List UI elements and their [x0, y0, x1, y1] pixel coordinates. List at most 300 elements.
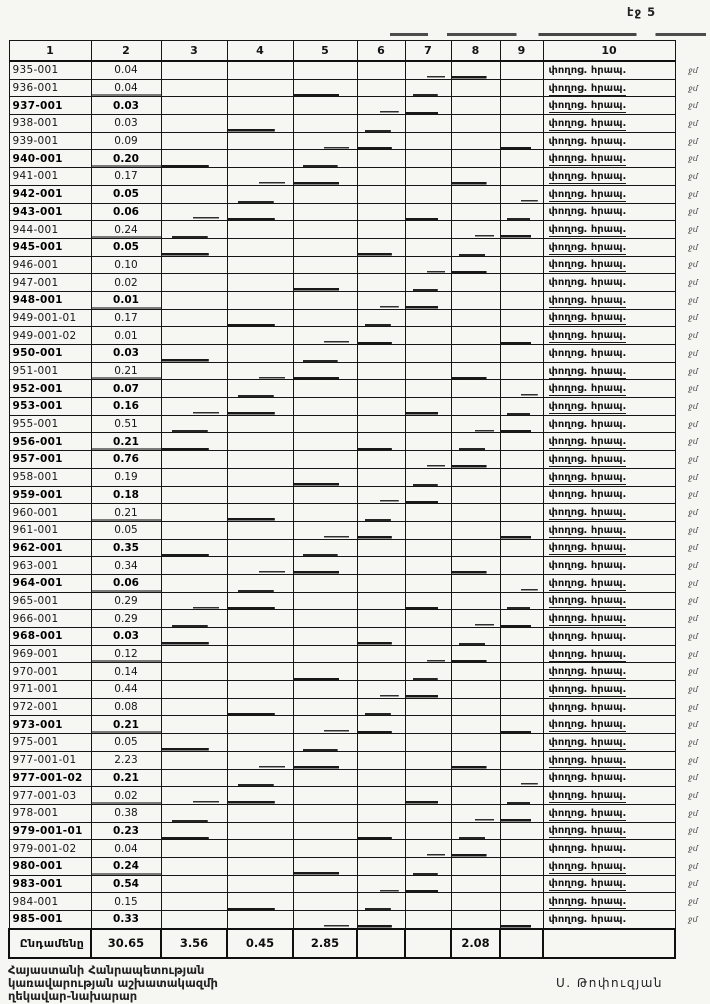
cell-category	[543, 734, 675, 752]
cell-empty	[227, 574, 293, 592]
cell-value: 0.21	[91, 504, 161, 522]
cell-empty	[451, 345, 500, 363]
cell-empty	[451, 875, 500, 893]
cell-empty	[405, 327, 451, 345]
category-text: փողոց. հրապ.	[548, 860, 627, 872]
cell-empty	[500, 804, 543, 822]
cell-empty	[405, 79, 451, 97]
cell-empty	[357, 433, 405, 451]
cell-empty	[451, 787, 500, 805]
cell-empty	[451, 698, 500, 716]
cell-code: 953-001	[9, 398, 91, 416]
cell-empty	[293, 716, 357, 734]
cell-category	[543, 822, 675, 840]
cell-empty	[227, 663, 293, 681]
cell-empty	[161, 504, 227, 522]
cell-empty	[227, 345, 293, 363]
cell-category	[543, 79, 675, 97]
table-row	[9, 681, 710, 699]
column-header: 10	[543, 41, 675, 62]
table-row	[9, 362, 710, 380]
table-row	[9, 185, 710, 203]
cell-empty	[405, 256, 451, 274]
cell-empty	[500, 911, 543, 929]
cell-empty	[161, 238, 227, 256]
margin-mark: ջմ	[688, 454, 698, 464]
cell-empty	[451, 433, 500, 451]
cell-value: 0.01	[91, 291, 161, 309]
total-value: 3.56	[161, 929, 227, 958]
cell-empty	[500, 451, 543, 469]
cell-code: 975-001	[9, 734, 91, 752]
margin-mark: ջմ	[688, 525, 698, 535]
cell-empty	[405, 345, 451, 363]
cell-value: 0.21	[91, 769, 161, 787]
category-text: փողոց. հրապ.	[548, 453, 627, 465]
cell-empty	[405, 380, 451, 398]
cell-empty	[161, 769, 227, 787]
cell-empty	[227, 698, 293, 716]
margin-mark: ջմ	[688, 472, 698, 482]
cell-empty	[161, 61, 227, 79]
cell-empty	[451, 663, 500, 681]
table-row	[9, 256, 710, 274]
column-header: 3	[161, 41, 227, 62]
category-text: փողոց. հրապ.	[548, 736, 627, 748]
table-row	[9, 380, 710, 398]
category-text: փողոց. հրապ.	[548, 878, 627, 890]
cell-value: 0.05	[91, 734, 161, 752]
margin-mark: ջմ	[688, 295, 698, 305]
cell-empty	[451, 291, 500, 309]
margin-mark: ջմ	[688, 808, 698, 818]
cell-value: 0.35	[91, 539, 161, 557]
cell-category	[543, 168, 675, 186]
cell-empty	[451, 468, 500, 486]
cell-empty	[227, 557, 293, 575]
cell-empty	[500, 628, 543, 646]
cell-code: 936-001	[9, 79, 91, 97]
cell-empty	[293, 751, 357, 769]
cell-category	[543, 681, 675, 699]
cell-empty	[293, 61, 357, 79]
cell-code: 971-001	[9, 681, 91, 699]
cell-empty	[293, 628, 357, 646]
margin-mark: ջմ	[688, 136, 698, 146]
cell-empty	[451, 274, 500, 292]
cell-empty	[405, 274, 451, 292]
cell-empty	[227, 681, 293, 699]
cell-empty	[405, 97, 451, 115]
cell-empty	[161, 840, 227, 858]
cell-empty	[293, 893, 357, 911]
category-text: փողոց. հրապ.	[548, 117, 627, 129]
margin-mark: ջմ	[688, 83, 698, 93]
cell-empty	[500, 433, 543, 451]
cell-value: 0.16	[91, 398, 161, 416]
cell-value: 0.14	[91, 663, 161, 681]
cell-empty	[357, 345, 405, 363]
cell-empty	[227, 893, 293, 911]
cell-empty	[500, 645, 543, 663]
cell-empty	[357, 716, 405, 734]
cell-category	[543, 875, 675, 893]
table-row	[9, 716, 710, 734]
category-text: փողոց. հրապ.	[548, 153, 627, 165]
cell-empty	[293, 79, 357, 97]
category-text: փողոց. հրապ.	[548, 542, 627, 554]
cell-empty	[161, 221, 227, 239]
issuer-line-3: ղեկավար-նախարար	[8, 989, 138, 1003]
cell-empty	[161, 132, 227, 150]
cell-empty	[405, 574, 451, 592]
table-row	[9, 911, 710, 929]
cell-value: 0.38	[91, 804, 161, 822]
table-row	[9, 840, 710, 858]
category-text: փողոց. հրապ.	[548, 418, 627, 430]
cell-value: 0.02	[91, 274, 161, 292]
cell-code: 965-001	[9, 592, 91, 610]
cell-empty	[161, 398, 227, 416]
cell-empty	[500, 61, 543, 79]
column-header: 8	[451, 41, 500, 62]
cell-empty	[293, 274, 357, 292]
cell-empty	[227, 787, 293, 805]
cell-value: 0.21	[91, 716, 161, 734]
cell-empty	[161, 610, 227, 628]
cell-empty	[227, 256, 293, 274]
margin-mark: ջմ	[688, 118, 698, 128]
cell-code: 984-001	[9, 893, 91, 911]
cell-empty	[500, 557, 543, 575]
cell-code: 979-001-02	[9, 840, 91, 858]
cell-category	[543, 857, 675, 875]
cell-empty	[357, 751, 405, 769]
category-text: փողոց. հրապ.	[548, 135, 627, 147]
table-row	[9, 486, 710, 504]
category-text: փողոց. հրապ.	[548, 224, 627, 236]
cell-empty	[161, 415, 227, 433]
margin-mark: ջմ	[688, 437, 698, 447]
category-text: փողոց. հրապ.	[548, 666, 627, 678]
cell-empty	[405, 221, 451, 239]
cell-empty	[293, 734, 357, 752]
cell-category	[543, 698, 675, 716]
category-text: փողոց. հրապ.	[548, 100, 627, 112]
table-row	[9, 345, 710, 363]
margin-mark: ջմ	[688, 578, 698, 588]
cell-empty	[161, 451, 227, 469]
category-text: փողոց. հրապ.	[548, 754, 627, 766]
cell-empty	[227, 115, 293, 133]
cell-empty	[227, 150, 293, 168]
cell-empty	[161, 345, 227, 363]
cell-empty	[405, 822, 451, 840]
cell-empty	[500, 857, 543, 875]
category-text: փողոց. հրապ.	[548, 613, 627, 625]
margin-mark: ջմ	[688, 65, 698, 75]
cell-empty	[405, 539, 451, 557]
margin-mark: ջմ	[688, 667, 698, 677]
cell-empty	[405, 787, 451, 805]
table-row	[9, 663, 710, 681]
cell-empty	[500, 486, 543, 504]
column-header: 4	[227, 41, 293, 62]
cell-empty	[405, 610, 451, 628]
cell-code: 960-001	[9, 504, 91, 522]
column-header: 2	[91, 41, 161, 62]
cell-empty	[357, 734, 405, 752]
cell-empty	[357, 97, 405, 115]
cell-value: 2.23	[91, 751, 161, 769]
table-row	[9, 875, 710, 893]
cell-empty	[357, 150, 405, 168]
cell-empty	[161, 274, 227, 292]
category-text: փողոց. հրապ.	[548, 896, 627, 908]
cell-value: 0.34	[91, 557, 161, 575]
cell-value: 0.20	[91, 150, 161, 168]
table-header	[9, 41, 710, 62]
cell-empty	[161, 592, 227, 610]
cell-empty	[500, 468, 543, 486]
cell-empty	[451, 521, 500, 539]
cell-empty	[405, 504, 451, 522]
category-text: փողոց. հրապ.	[548, 595, 627, 607]
cell-empty	[500, 681, 543, 699]
cell-value: 0.29	[91, 592, 161, 610]
cell-empty	[500, 203, 543, 221]
cell-value: 0.08	[91, 698, 161, 716]
category-text: փողոց. հրապ.	[548, 436, 627, 448]
cell-empty	[500, 698, 543, 716]
column-header: 9	[500, 41, 543, 62]
cell-empty	[227, 804, 293, 822]
cell-category	[543, 61, 675, 79]
cell-empty	[357, 875, 405, 893]
cell-value: 0.06	[91, 203, 161, 221]
cell-empty	[451, 911, 500, 929]
margin-mark: ջմ	[688, 684, 698, 694]
cell-empty	[293, 451, 357, 469]
cell-empty	[405, 645, 451, 663]
cell-code: 950-001	[9, 345, 91, 363]
cell-empty	[161, 203, 227, 221]
cell-empty	[451, 628, 500, 646]
cell-empty	[405, 875, 451, 893]
cell-value: 0.29	[91, 610, 161, 628]
cell-category	[543, 203, 675, 221]
cell-empty	[405, 911, 451, 929]
cell-empty	[357, 168, 405, 186]
category-text: փողոց. հրապ.	[548, 82, 627, 94]
cell-value: 0.03	[91, 345, 161, 363]
cell-empty	[500, 185, 543, 203]
margin-mark: ջմ	[688, 773, 698, 783]
margin-mark: ջմ	[688, 755, 698, 765]
cell-category	[543, 185, 675, 203]
table-row	[9, 628, 710, 646]
category-text: փողոց. հրապ.	[548, 312, 627, 324]
cell-empty	[227, 238, 293, 256]
cell-category	[543, 451, 675, 469]
cell-empty	[293, 539, 357, 557]
margin-mark: ջմ	[688, 861, 698, 871]
margin-mark: ջմ	[688, 207, 698, 217]
table-row	[9, 751, 710, 769]
cell-empty	[357, 115, 405, 133]
cell-category	[543, 628, 675, 646]
cell-empty	[451, 804, 500, 822]
cell-empty	[293, 804, 357, 822]
results-table	[8, 40, 710, 959]
cell-category	[543, 486, 675, 504]
cell-empty	[293, 840, 357, 858]
table-row	[9, 451, 710, 469]
cell-empty	[293, 398, 357, 416]
cell-empty	[293, 238, 357, 256]
cell-value: 0.17	[91, 309, 161, 327]
table-row	[9, 79, 710, 97]
cell-empty	[405, 716, 451, 734]
margin-mark: ջմ	[688, 313, 698, 323]
cell-empty	[161, 539, 227, 557]
cell-category	[543, 221, 675, 239]
cell-empty	[357, 327, 405, 345]
cell-empty	[161, 486, 227, 504]
total-label: Ընդամենը	[9, 929, 91, 958]
category-text: փողոց. հրապ.	[548, 471, 627, 483]
cell-empty	[451, 751, 500, 769]
cell-empty	[227, 309, 293, 327]
cell-empty	[500, 822, 543, 840]
cell-empty	[293, 415, 357, 433]
cell-empty	[357, 362, 405, 380]
cell-category	[543, 362, 675, 380]
cell-value: 0.21	[91, 433, 161, 451]
category-text: փողոց. հրապ.	[548, 843, 627, 855]
cell-empty	[293, 291, 357, 309]
margin-mark: ջմ	[688, 189, 698, 199]
cell-code: 957-001	[9, 451, 91, 469]
category-text: փողոց. հրապ.	[548, 383, 627, 395]
cell-empty	[293, 486, 357, 504]
cell-empty	[357, 79, 405, 97]
cell-empty	[357, 398, 405, 416]
cell-value: 0.17	[91, 168, 161, 186]
margin-mark: ջմ	[688, 702, 698, 712]
cell-empty	[161, 79, 227, 97]
cell-empty	[293, 645, 357, 663]
margin-mark: ջմ	[688, 720, 698, 730]
cell-category	[543, 521, 675, 539]
scan-artifact-streak	[390, 33, 706, 36]
table-row	[9, 822, 710, 840]
cell-empty	[293, 256, 357, 274]
cell-empty	[227, 451, 293, 469]
margin-mark: ջմ	[688, 596, 698, 606]
cell-empty	[451, 592, 500, 610]
cell-empty	[293, 203, 357, 221]
cell-empty	[293, 362, 357, 380]
cell-value: 0.24	[91, 857, 161, 875]
cell-empty	[357, 840, 405, 858]
cell-empty	[357, 698, 405, 716]
category-text: փողոց. հրապ.	[548, 259, 627, 271]
margin-mark: ջմ	[688, 331, 698, 341]
table-row	[9, 274, 710, 292]
cell-code: 952-001	[9, 380, 91, 398]
cell-empty	[161, 150, 227, 168]
cell-category	[543, 574, 675, 592]
table-row	[9, 221, 710, 239]
cell-category	[543, 345, 675, 363]
cell-empty	[357, 681, 405, 699]
table-row	[9, 398, 710, 416]
cell-empty	[293, 521, 357, 539]
cell-category	[543, 115, 675, 133]
margin-mark: ջմ	[688, 366, 698, 376]
cell-value: 0.05	[91, 185, 161, 203]
table-row	[9, 415, 710, 433]
cell-empty	[405, 486, 451, 504]
cell-code: 980-001	[9, 857, 91, 875]
cell-empty	[293, 857, 357, 875]
table-row	[9, 574, 710, 592]
cell-empty	[227, 327, 293, 345]
category-text: փողոց. հրապ.	[548, 489, 627, 501]
cell-value: 0.54	[91, 875, 161, 893]
cell-empty	[161, 185, 227, 203]
cell-category	[543, 893, 675, 911]
cell-empty	[227, 468, 293, 486]
cell-code: 970-001	[9, 663, 91, 681]
cell-category	[543, 804, 675, 822]
cell-empty	[451, 238, 500, 256]
cell-empty	[161, 380, 227, 398]
cell-empty	[357, 132, 405, 150]
cell-category	[543, 256, 675, 274]
cell-empty	[227, 751, 293, 769]
total-value	[500, 929, 543, 958]
cell-empty	[405, 681, 451, 699]
margin-mark: ջմ	[688, 348, 698, 358]
cell-empty	[500, 150, 543, 168]
cell-code: 964-001	[9, 574, 91, 592]
cell-empty	[500, 521, 543, 539]
cell-value: 0.51	[91, 415, 161, 433]
cell-empty	[161, 698, 227, 716]
cell-category	[543, 150, 675, 168]
table-row	[9, 504, 710, 522]
cell-empty	[161, 256, 227, 274]
table-row	[9, 557, 710, 575]
cell-value: 0.18	[91, 486, 161, 504]
cell-empty	[227, 840, 293, 858]
cell-empty	[357, 521, 405, 539]
cell-empty	[293, 327, 357, 345]
category-text: փողոց. հրապ.	[548, 772, 627, 784]
cell-value: 0.05	[91, 238, 161, 256]
table-row	[9, 610, 710, 628]
margin-mark: ջմ	[688, 631, 698, 641]
cell-empty	[500, 274, 543, 292]
cell-empty	[357, 486, 405, 504]
cell-empty	[500, 79, 543, 97]
cell-empty	[451, 256, 500, 274]
cell-empty	[227, 398, 293, 416]
margin-mark: ջմ	[688, 508, 698, 518]
cell-empty	[293, 168, 357, 186]
